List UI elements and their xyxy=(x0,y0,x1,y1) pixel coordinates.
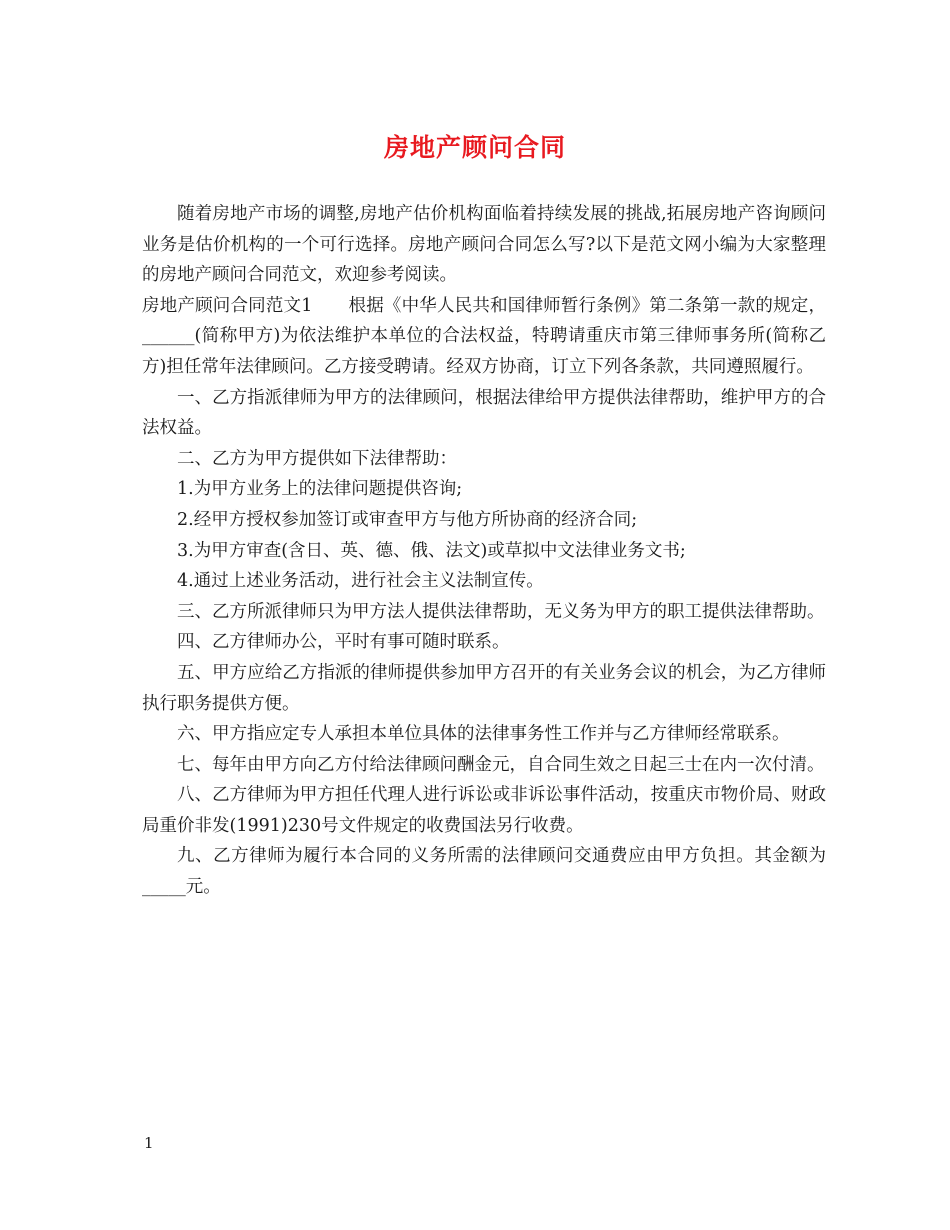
clause-3: 三、乙方所派律师只为甲方法人提供法律帮助，无义务为甲方的职工提供法律帮助。 xyxy=(177,601,825,622)
clause-2-item-1: 1.为甲方业务上的法律问题提供咨询; xyxy=(177,479,463,500)
clause-1: 一、乙方指派律师为甲方的法律顾问，根据法律给甲方提供法律帮助，维护甲方的合法权益。 xyxy=(142,387,826,439)
sample-paragraph xyxy=(142,291,826,383)
clause-2-item-4: 4.通过上述业务活动，进行社会主义法制宣传。 xyxy=(177,571,544,592)
document-body xyxy=(142,199,826,903)
clause-2-item-3: 3.为甲方审查(含日、英、德、俄、法文)或草拟中文法律业务文书; xyxy=(177,540,686,561)
intro-paragraph: 随着房地产市场的调整,房地产估价机构面临着持续发展的挑战,拓展房地产咨询顾问业务是估价机构的一个可行选择。房地产顾问合同怎么写?以下是范文网小编为大家整理的房地产顾问合同范文，欢迎参考阅读。 xyxy=(142,204,826,286)
sample-label: 房地产顾问合同范文1 xyxy=(142,295,313,316)
clause-6: 六、甲方指应定专人承担本单位具体的法律事务性工作并与乙方律师经常联系。 xyxy=(177,724,790,745)
document-title: 房地产顾问合同 xyxy=(383,133,566,162)
page-number: 1 xyxy=(144,1134,154,1152)
clause-9: 九、乙方律师为履行本合同的义务所需的法律顾问交通费应由甲方负担。其金额为_____元。 xyxy=(142,846,826,898)
clause-4: 四、乙方律师办公，平时有事可随时联系。 xyxy=(177,632,510,653)
clause-5: 五、甲方应给乙方指派的律师提供参加甲方召开的有关业务会议的机会，为乙方律师执行职务提供方便。 xyxy=(142,662,826,714)
clause-8: 八、乙方律师为甲方担任代理人进行诉讼或非诉讼事件活动，按重庆市物价局、财政局重价非发(1991)230号文件规定的收费国法另行收费。 xyxy=(142,785,826,836)
clause-2: 二、乙方为甲方提供如下法律帮助： xyxy=(177,448,457,469)
clause-2-item-2: 2.经甲方授权参加签订或审查甲方与他方所协商的经济合同; xyxy=(177,509,638,530)
clause-7: 七、每年由甲方向乙方付给法律顾问酬金元，自合同生效之日起三士在内一次付清。 xyxy=(177,754,825,775)
sample-intro: 根据《中华人民共和国律师暂行条例》第二条第一款的规定，______(简称甲方)为依法维护本单位的合法权益，特聘请重庆市第三律师事务所(简称乙方)担任常年法律顾问。乙方接受聘请。经双方协商，订立下列各条款，共同遵照履行。 xyxy=(142,295,827,377)
